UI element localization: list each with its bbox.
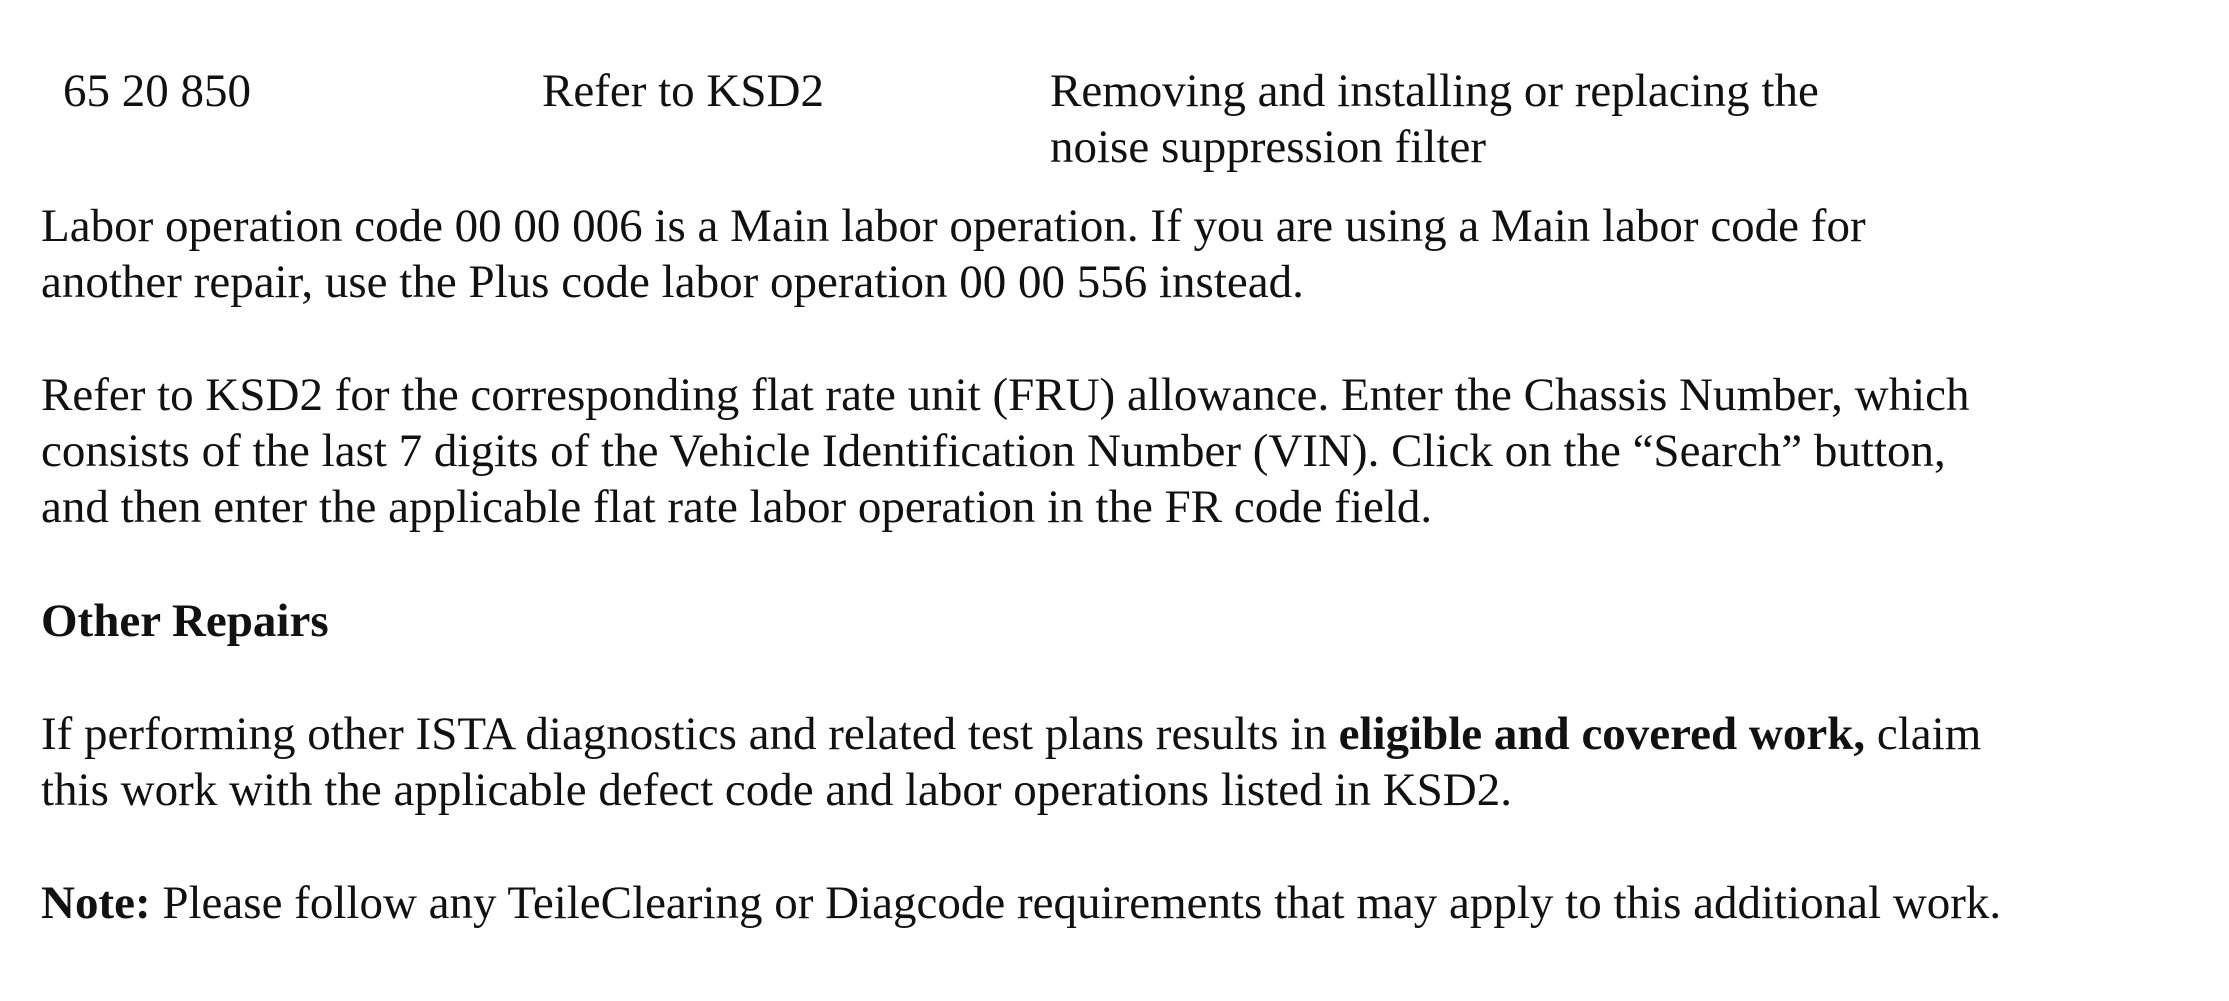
main-labor-paragraph: [41, 198, 1866, 310]
paragraph-line: another repair, use the Plus code labor operation 00 00 556 instead.: [41, 256, 1304, 308]
paragraph-line: this work with the applicable defect code and labor operations listed in KSD2.: [41, 764, 1512, 816]
labor-operation-description: [1050, 63, 1819, 175]
labor-operation-code: 65 20 850: [63, 65, 251, 117]
note-paragraph: [41, 875, 2001, 931]
description-line: noise suppression filter: [1050, 121, 1486, 173]
other-repairs-paragraph: [41, 706, 1981, 818]
paragraph-line: Refer to KSD2 for the corresponding flat rate unit (FRU) allowance. Enter the Chassis Number, which: [41, 369, 1970, 421]
paragraph-line: Labor operation code 00 00 006 is a Main labor operation. If you are using a Main labor code for: [41, 200, 1866, 252]
paragraph-line: and then enter the applicable flat rate labor operation in the FR code field.: [41, 481, 1433, 533]
emphasis-text: eligible and covered work,: [1338, 708, 1866, 760]
paragraph-line: consists of the last 7 digits of the Vehicle Identification Number (VIN). Click on the “Search” button,: [41, 425, 1946, 477]
note-label: Note:: [41, 877, 151, 929]
paragraph-text: If performing other ISTA diagnostics and related test plans results in: [41, 708, 1339, 760]
description-line: Removing and installing or replacing the: [1050, 65, 1819, 117]
labor-operation-reference: Refer to KSD2: [542, 65, 824, 117]
note-text: Please follow any TeileClearing or Diagcode requirements that may apply to this additional work.: [150, 877, 2002, 929]
paragraph-text: claim: [1865, 708, 1982, 760]
ksd2-paragraph: [41, 367, 1970, 535]
paragraph-line: [41, 706, 1981, 762]
section-heading: Other Repairs: [41, 595, 329, 647]
